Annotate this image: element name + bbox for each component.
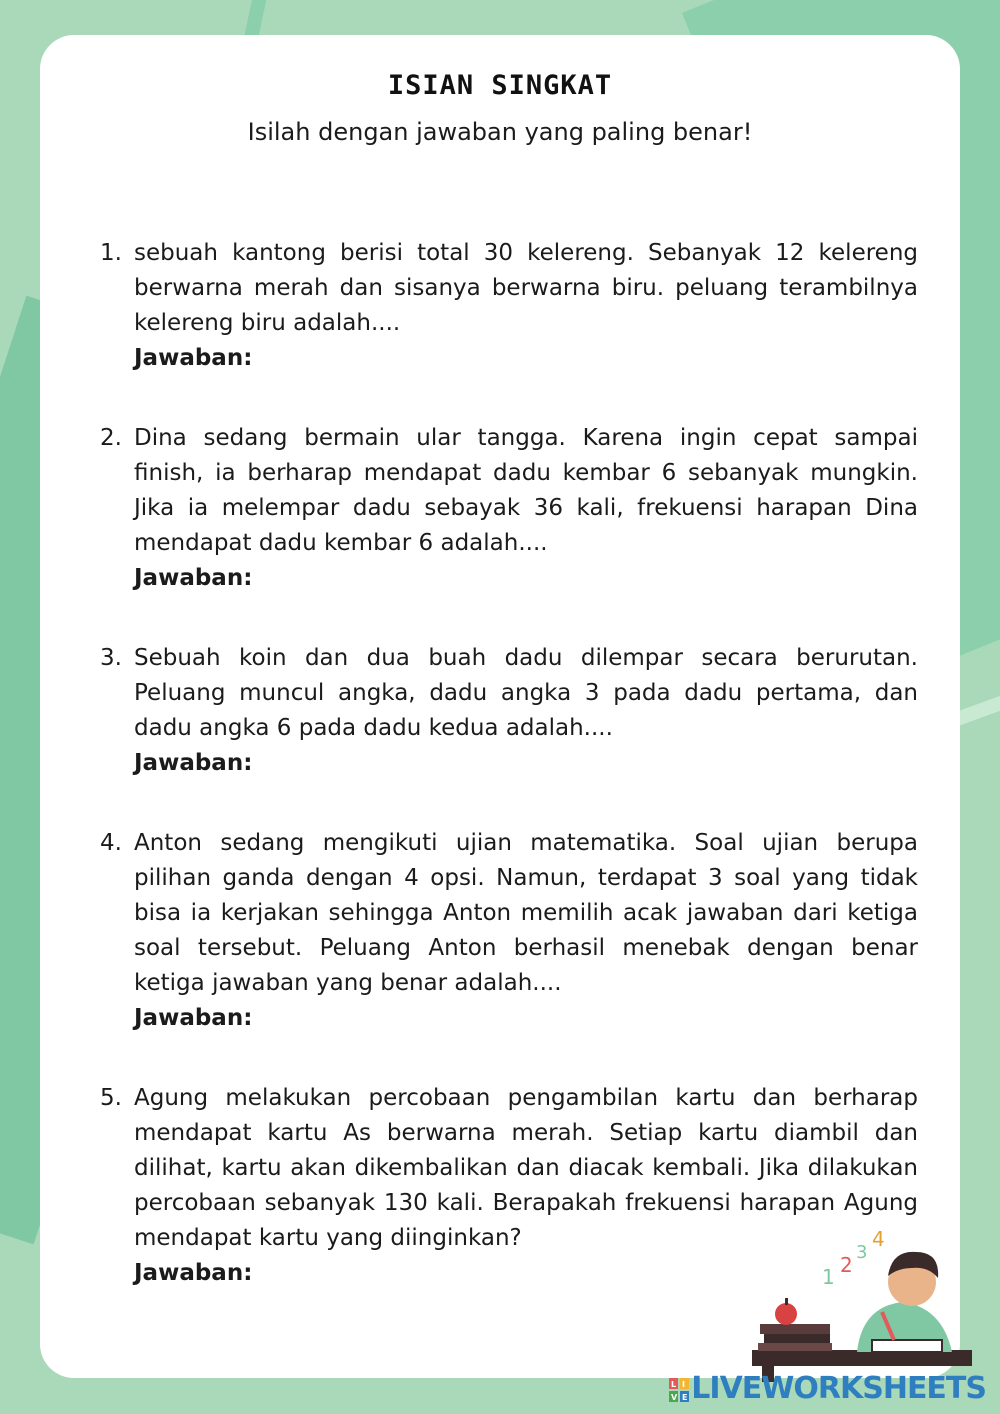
question-text: Anton sedang mengikuti ujian matematika. Soal ujian berupa pilihan ganda dengan 4 opsi. Namun, terdapat 3 soal yang tidak bisa ia kerjakan sehingga Anton memilih acak jawaban dari ketiga soal tersebut. Peluang Anton berhasil menebak dengan benar ketiga jawaban yang benar adalah.... xyxy=(134,830,918,996)
answer-label[interactable]: Jawaban: xyxy=(134,1005,253,1031)
question-number: 4. xyxy=(100,830,122,856)
question-item xyxy=(100,641,918,781)
question-text: Dina sedang bermain ular tangga. Karena ingin cepat sampai finish, ia berharap mendapat dadu kembar 6 sebanyak mungkin. Jika ia melempar dadu sebayak 36 kali, frekuensi harapan Dina mendapat dadu kembar 6 adalah.... xyxy=(134,425,918,556)
logo-letter: E xyxy=(682,1392,687,1402)
question-list xyxy=(100,236,918,1291)
apple-stem xyxy=(785,1298,788,1305)
question-text: Agung melakukan percobaan pengambilan kartu dan berharap mendapat kartu As berwarna merah. Setiap kartu diambil dan dilihat, kartu akan dikembalikan dan diacak kembali. Jika dilakukan percobaan sebanyak 130 kali. Berapakah frekuensi harapan Agung mendapat kartu yang diinginkan? xyxy=(134,1085,918,1251)
logo-letter: V xyxy=(671,1392,677,1402)
number-digit: 1 xyxy=(822,1265,835,1289)
liveworksheets-logo-icon xyxy=(669,1378,689,1402)
book xyxy=(760,1324,830,1334)
worksheet-subtitle: Isilah dengan jawaban yang paling benar! xyxy=(247,118,753,146)
question-number: 5. xyxy=(100,1085,122,1111)
number-digit: 2 xyxy=(840,1253,853,1277)
number-digit: 3 xyxy=(856,1242,868,1263)
question-item xyxy=(100,826,918,1036)
question-number: 1. xyxy=(100,240,122,266)
watermark-text: LIVEWORKSHEETS xyxy=(691,1371,986,1406)
apple-icon xyxy=(775,1303,797,1325)
student-illustration xyxy=(752,1212,972,1382)
logo-letter: I xyxy=(682,1379,685,1389)
question-item xyxy=(100,421,918,596)
answer-label[interactable]: Jawaban: xyxy=(134,345,253,371)
book xyxy=(764,1334,830,1343)
question-text: sebuah kantong berisi total 30 kelereng. Sebanyak 12 kelereng berwarna merah dan sisanya berwarna biru. peluang terambilnya kelereng biru adalah.... xyxy=(134,240,918,336)
answer-label[interactable]: Jawaban: xyxy=(134,750,253,776)
question-item xyxy=(100,236,918,376)
number-digit: 4 xyxy=(872,1227,885,1251)
question-text: Sebuah koin dan dua buah dadu dilempar secara berurutan. Peluang muncul angka, dadu angka 3 pada dadu pertama, dan dadu angka 6 pada dadu kedua adalah.... xyxy=(134,645,918,741)
notebook xyxy=(872,1340,942,1352)
logo-letter: L xyxy=(671,1379,676,1389)
question-number: 3. xyxy=(100,645,122,671)
answer-label[interactable]: Jawaban: xyxy=(134,565,253,591)
answer-label[interactable]: Jawaban: xyxy=(134,1260,253,1286)
book xyxy=(758,1343,832,1351)
liveworksheets-watermark xyxy=(669,1371,986,1406)
worksheet-title: ISIAN SINGKAT xyxy=(387,70,613,101)
question-number: 2. xyxy=(100,425,122,451)
